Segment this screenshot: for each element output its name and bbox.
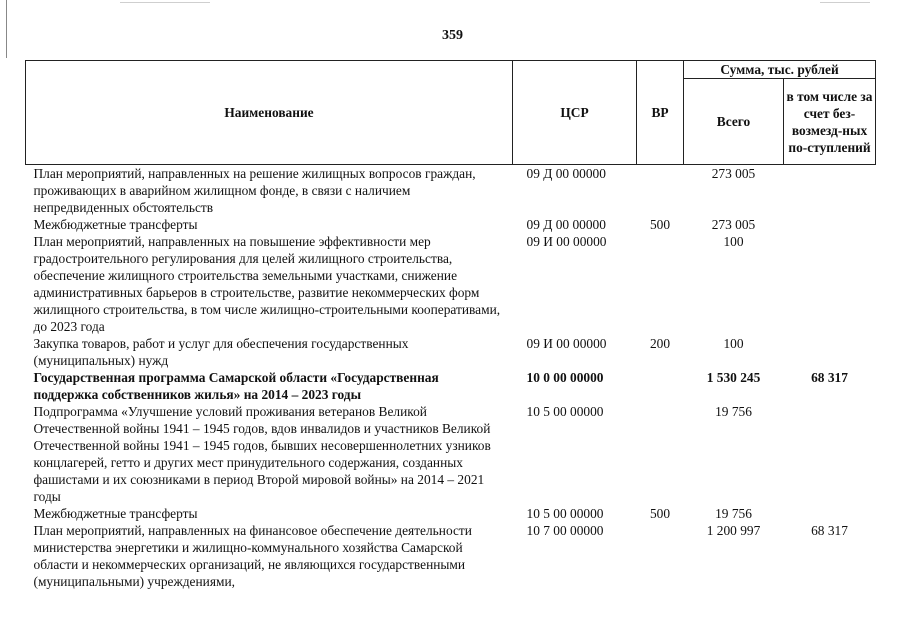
header-csr: ЦСР — [513, 61, 637, 165]
row-csr: 10 5 00 00000 — [526, 404, 604, 419]
row-incl: 68 317 — [811, 370, 848, 385]
row-name: Закупка товаров, работ и услуг для обеспечения государственных (муниципальных) нужд — [33, 336, 409, 368]
row-name: Межбюджетные трансферты — [33, 506, 198, 521]
row-vr — [637, 233, 684, 335]
row-incl: 68 317 — [811, 523, 848, 538]
row-name: План мероприятий, направленных на решение жилищных вопросов граждан, проживающих в аварийном жилищном фонде, в связи с наличием непредвиденных обстоятельств — [33, 166, 476, 215]
row-total: 1 200 997 — [706, 523, 761, 538]
scan-artifact-line — [120, 2, 210, 3]
row-total: 273 005 — [711, 217, 756, 232]
row-vr: 500 — [649, 506, 671, 521]
row-csr: 09 И 00 00000 — [526, 336, 607, 351]
row-total: 19 756 — [715, 404, 752, 419]
row-name: План мероприятий, направленных на повышение эффективности мер градостроительного регулирования для целей жилищного строительства, обеспечение жилищного строительства земельными участками, снижение административных барьеров в строительстве, развитие некоммерческих форм жилищного строительства, в том числе жилищно-строительными кооперативами, до 2023 года — [33, 234, 501, 334]
row-total: 273 005 — [711, 166, 756, 181]
table-row — [26, 233, 876, 335]
row-vr: 500 — [649, 217, 671, 232]
header-vr: ВР — [637, 61, 684, 165]
table-row — [26, 369, 876, 403]
row-vr: 200 — [649, 336, 671, 351]
row-vr — [637, 522, 684, 590]
row-incl — [784, 165, 876, 217]
row-incl — [784, 216, 876, 233]
row-name: План мероприятий, направленных на финансовое обеспечение деятельности министерства энергетики и жилищно-коммунального хозяйства Самарской области и некоммерческих организаций, не являющихся государственными (муниципальными) учреждениями, — [33, 523, 472, 589]
row-vr — [637, 369, 684, 403]
row-vr — [637, 403, 684, 505]
table-row — [26, 216, 876, 233]
header-sum-group: Сумма, тыс. рублей — [684, 61, 876, 79]
page-number: 359 — [442, 28, 463, 43]
budget-table — [25, 60, 876, 590]
header-total: Всего — [684, 79, 784, 165]
row-name: Межбюджетные трансферты — [33, 217, 198, 232]
row-incl — [784, 335, 876, 369]
table-row — [26, 335, 876, 369]
row-total: 100 — [723, 336, 744, 351]
row-csr: 09 Д 00 00000 — [526, 166, 606, 181]
table-row — [26, 403, 876, 505]
row-csr: 10 5 00 00000 — [526, 506, 604, 521]
row-incl — [784, 233, 876, 335]
row-csr: 09 И 00 00000 — [526, 234, 607, 249]
table-header — [26, 61, 876, 165]
row-csr: 10 7 00 00000 — [526, 523, 604, 538]
table-row — [26, 165, 876, 217]
row-name: Подпрограмма «Улучшение условий проживания ветеранов Великой Отечественной войны 1941 – 1945 годов, вдов инвалидов и участников Великой Отечественной войны 1941 – 1945 годов, бывших несовершеннолетних узников концлагерей, гетто и других мест принудительного содержания, созданных фашистами и их союзниками в период Второй мировой войны» на 2014 – 2021 годы — [33, 404, 491, 504]
row-csr: 10 0 00 00000 — [526, 370, 604, 385]
scan-artifact-line — [820, 2, 870, 3]
table-body — [26, 165, 876, 591]
row-total: 100 — [723, 234, 744, 249]
row-incl — [784, 505, 876, 522]
header-name: Наименование — [26, 61, 513, 165]
row-incl — [784, 403, 876, 505]
row-total: 19 756 — [715, 506, 752, 521]
row-csr: 09 Д 00 00000 — [526, 217, 606, 232]
table-row — [26, 522, 876, 590]
row-total: 1 530 245 — [706, 370, 761, 385]
row-vr — [637, 165, 684, 217]
header-incl: в том числе за счет без-возмезд-ных по-ступлений — [784, 79, 876, 165]
row-name: Государственная программа Самарской области «Государственная поддержка собственников жилья» на 2014 – 2023 годы — [33, 370, 439, 402]
table-row — [26, 505, 876, 522]
